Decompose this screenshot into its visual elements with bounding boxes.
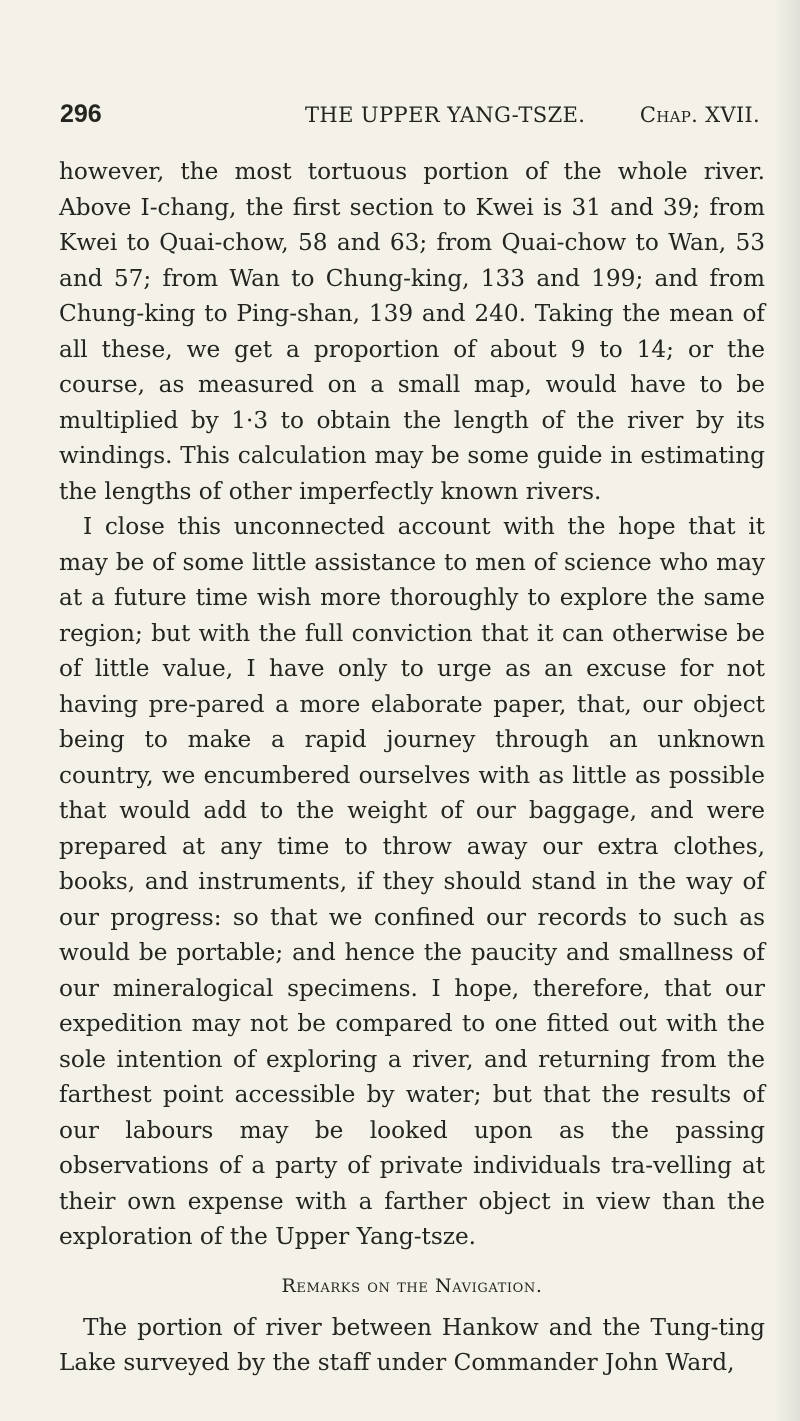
main-text <box>59 154 765 1381</box>
page-edge-shadow <box>774 0 800 1421</box>
paragraph-closing-account: I close this unconnected account with the hope that it may be of some little assistance to men of science who may at a future time wish more thoroughly to explore the same region; but with the full conviction that it can otherwise be of little value, I have only to urge as an excuse for not having pre-pared a more elaborate paper, that, our object being to make a rapid journey through an unknown country, we encumbered ourselves with as little as possible that would add to the weight of our baggage, and were prepared at any time to throw away our extra clothes, books, and instruments, if they should stand in the way of our progress: so that we confined our records to such as would be portable; and hence the paucity and smallness of our mineralogical specimens. I hope, therefore, that our expedition may not be compared to one fitted out with the sole intention of exploring a river, and returning from the farthest point accessible by water; but that the results of our labours may be looked upon as the passing observations of a party of private individuals tra-velling at their own expense with a farther object in view than the exploration of the Upper Yang-tsze. <box>59 513 765 1250</box>
running-title: THE UPPER YANG-TSZE. <box>305 103 586 127</box>
page-header <box>60 100 770 140</box>
section-heading: Remarks on the Navigation. <box>281 1274 543 1297</box>
paragraph-navigation: The portion of river between Hankow and the Tung-ting Lake surveyed by the staff under Commander John Ward, <box>59 1313 765 1376</box>
page-number: 296 <box>60 100 102 128</box>
paragraph-continuation: however, the most tortuous portion of the whole river. Above I-chang, the first section to Kwei is 31 and 39; from Kwei to Quai-chow, 58 and 63; from Quai-chow to Wan, 53 and 57; from Wan to Chung-king, 133 and 199; and from Chung-king to Ping-shan, 139 and 240. Taking the mean of all these, we get a proportion of about 9 to 14; or the course, as measured on a small map, would have to be multiplied by 1·3 to obtain the length of the river by its windings. This calculation may be some guide in estimating the lengths of other imperfectly known rivers. <box>59 158 765 505</box>
chapter-label: Chap. XVII. <box>639 103 760 127</box>
